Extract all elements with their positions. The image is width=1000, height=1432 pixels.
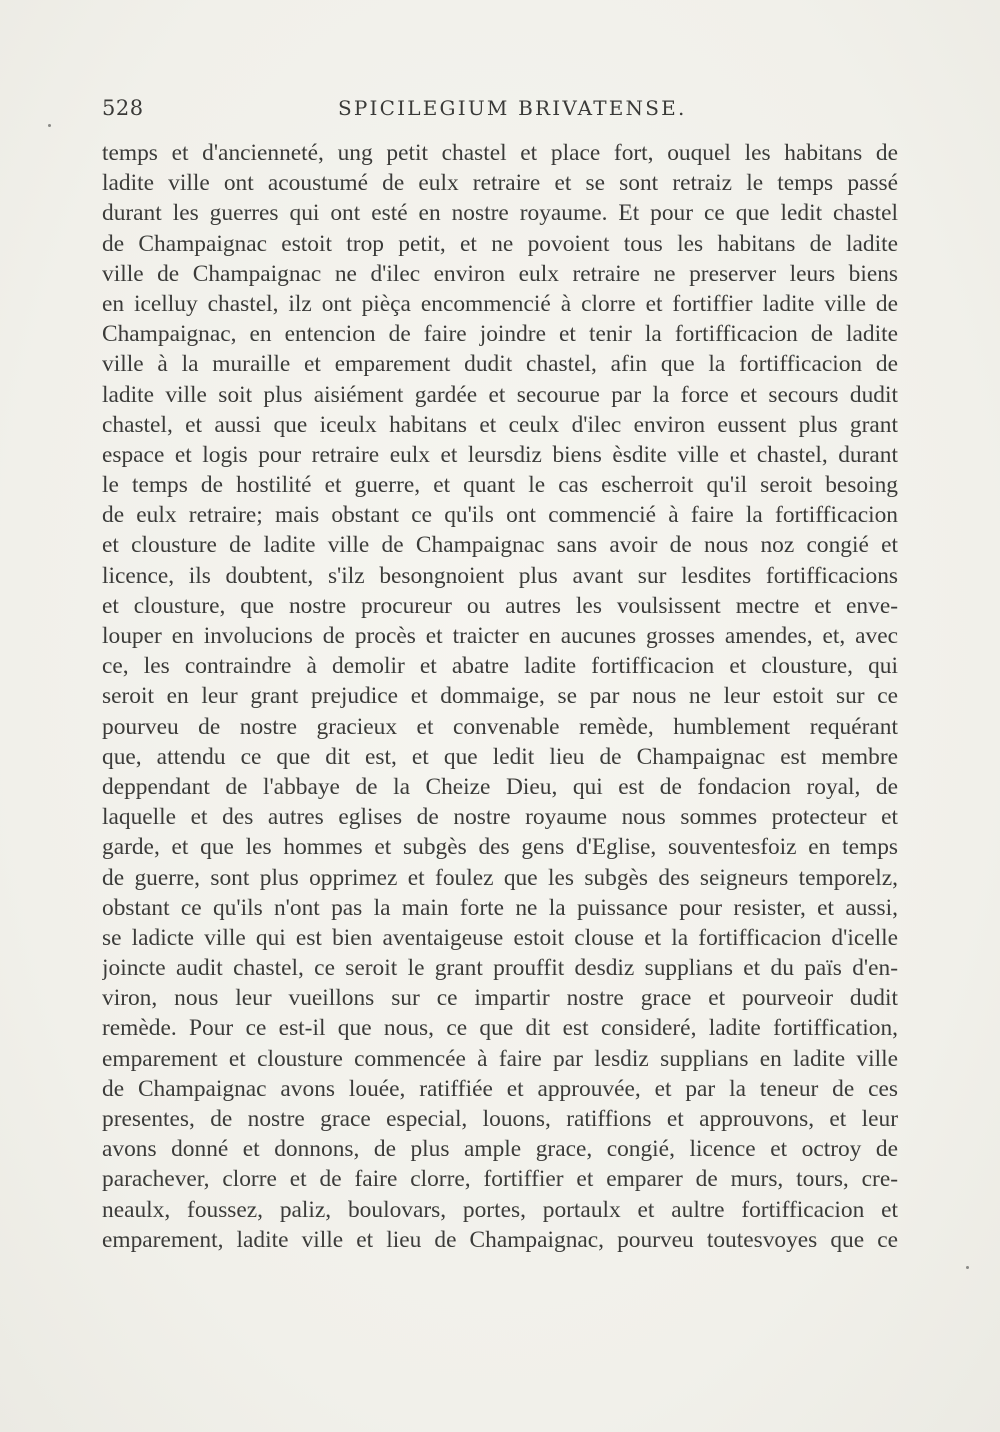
text-line: seroit en leur grant prejudice et dommaige, se par nous ne leur estoit sur ce [102,683,898,710]
text-line: laquelle et des autres eglises de nostre royaume nous sommes protecteur et [102,804,898,831]
text-line: ville de Champaignac ne d'ilec environ eulx retraire ne preserver leurs biens [102,260,898,287]
page-number: 528 [102,96,144,120]
text-line: ladite ville ont acoustumé de eulx retraire et se sont retraiz le temps passé [102,170,898,197]
text-line: pourveu de nostre gracieux et convenable remède, humblement requérant [102,713,898,740]
text-line: deppendant de l'abbaye de la Cheize Dieu, qui est de fondacion royal, de [102,773,898,800]
text-line: et clousture, que nostre procureur ou autres les voulsissent mectre et enve- [102,592,898,619]
text-line: avons donné et donnons, de plus ample grace, congié, licence et octroy de [102,1136,898,1163]
body-text [102,138,898,1255]
text-line: de eulx retraire; mais obstant ce qu'ils ont commencié à faire la fortifficacion [102,502,898,529]
text-line: joincte audit chastel, ce seroit le grant prouffit desdiz supplians et du païs d'en- [102,955,898,982]
text-line: presentes, de nostre grace especial, louons, ratiffions et approuvons, et leur [102,1106,898,1132]
text-line: viron, nous leur vueillons sur ce impartir nostre grace et pourveoir dudit [102,985,898,1012]
text-line: le temps de hostilité et guerre, et quant le cas escherroit qu'il seroit besoing [102,472,898,499]
paper-speck [48,124,51,127]
text-line: parachever, clorre et de faire clorre, fortiffier et emparer de murs, tours, cre- [102,1166,898,1193]
text-line: et clousture de ladite ville de Champaignac sans avoir de nous noz congié et [102,532,898,559]
running-title: SPICILEGIUM BRIVATENSE. [338,96,687,120]
text-line: Champaignac, en entencion de faire joindre et tenir la fortifficacion de ladite [102,321,898,348]
text-line: en icelluy chastel, ilz ont pièça encommencié à clorre et fortiffier ladite ville de [102,290,898,317]
text-line: ce, les contraindre à demolir et abatre ladite fortifficacion et clousture, qui [102,653,898,680]
page-header [102,96,898,132]
text-line: louper en involucions de procès et traicter en aucunes grosses amendes, et, avec [102,623,898,649]
text-line: obstant ce qu'ils n'ont pas la main forte ne la puissance pour resister, et aussi, [102,894,898,921]
text-line: temps et d'ancienneté, ung petit chastel et place fort, ouquel les habitans de [102,140,898,166]
text-line: de Champaignac avons louée, ratiffiée et approuvée, et par la teneur de ces [102,1075,898,1102]
text-line: de Champaignac estoit trop petit, et ne povoient tous les habitans de ladite [102,230,898,257]
text-line: que, attendu ce que dit est, et que ledit lieu de Champaignac est membre [102,743,898,770]
text-line: licence, ils doubtent, s'ilz besongnoient plus avant sur lesdites fortifficacions [102,562,898,589]
text-line: durant les guerres qui ont esté en nostre royaume. Et pour ce que ledit chastel [102,200,898,227]
text-line: emparement et clousture commencée à faire par lesdiz supplians en ladite ville [102,1045,898,1072]
text-line: ladite ville soit plus aisiément gardée et secourue par la force et secours dudit [102,381,898,408]
text-line: emparement, ladite ville et lieu de Champaignac, pourveu toutesvoyes que ce [102,1226,898,1253]
text-line: remède. Pour ce est-il que nous, ce que dit est consideré, ladite fortiffication, [102,1015,898,1042]
text-line: se ladicte ville qui est bien aventaigeuse estoit clouse et la fortifficacion d'icelle [102,924,898,951]
text-line: garde, et que les hommes et subgès des gens d'Eglise, souventesfoiz en temps [102,834,898,861]
text-line: ville à la muraille et emparement dudit chastel, afin que la fortifficacion de [102,351,898,378]
text-line: neaulx, foussez, paliz, boulovars, portes, portaulx et aultre fortifficacion et [102,1196,898,1223]
paper-speck [966,1266,969,1269]
text-line: chastel, et aussi que iceulx habitans et ceulx d'ilec environ eussent plus grant [102,411,898,438]
text-line: espace et logis pour retraire eulx et leursdiz biens èsdite ville et chastel, durant [102,441,898,468]
text-line: de guerre, sont plus opprimez et foulez que les subgès des seigneurs temporelz, [102,864,898,891]
